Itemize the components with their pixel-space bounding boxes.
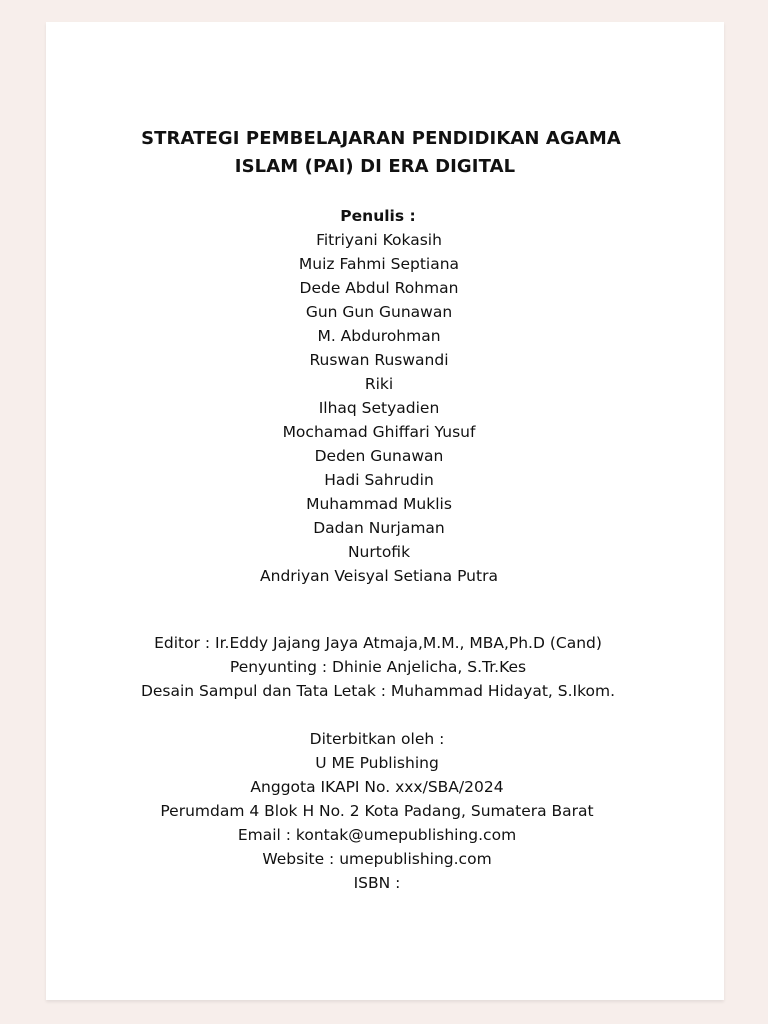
author-name: Andriyan Veisyal Setiana Putra [260,567,498,585]
authors-label: Penulis : [340,207,416,225]
author-name: Hadi Sahrudin [324,471,434,489]
published-by-label: Diterbitkan oleh : [309,730,445,748]
author-name: Ilhaq Setyadien [318,399,440,417]
isbn-line: ISBN : [353,874,401,892]
email-line: Email : kontak@umepublishing.com [237,826,517,844]
author-name: Gun Gun Gunawan [305,303,453,321]
authors-section [46,204,724,588]
credits-section [46,631,724,703]
editor-line: Editor : Ir.Eddy Jajang Jaya Atmaja,M.M., MBA,Ph.D (Cand) [154,634,602,652]
author-name: Deden Gunawan [314,447,444,465]
publisher-section [46,727,724,895]
document-page [46,22,724,1000]
desain-line: Desain Sampul dan Tata Letak : Muhammad Hidayat, S.Ikom. [140,682,616,700]
website-line: Website : umepublishing.com [262,850,492,868]
publisher-name: U ME Publishing [315,754,439,772]
title-line-2: ISLAM (PAI) DI ERA DIGITAL [234,156,516,177]
author-name: Mochamad Ghiffari Yusuf [282,423,476,441]
address-line: Perumdam 4 Blok H No. 2 Kota Padang, Sumatera Barat [160,802,594,820]
author-name: Muiz Fahmi Septiana [298,255,460,273]
author-name: Nurtofik [347,543,411,561]
author-name: Dadan Nurjaman [313,519,445,537]
author-name: Fitriyani Kokasih [316,231,442,249]
author-name: Riki [364,375,394,393]
document-title [46,125,724,181]
ikapi-line: Anggota IKAPI No. xxx/SBA/2024 [250,778,504,796]
title-line-1: STRATEGI PEMBELAJARAN PENDIDIKAN AGAMA [141,128,621,149]
author-name: Ruswan Ruswandi [309,351,449,369]
author-name: Muhammad Muklis [306,495,452,513]
author-name: Dede Abdul Rohman [299,279,459,297]
penyunting-line: Penyunting : Dhinie Anjelicha, S.Tr.Kes [229,658,527,676]
author-name: M. Abdurohman [317,327,441,345]
